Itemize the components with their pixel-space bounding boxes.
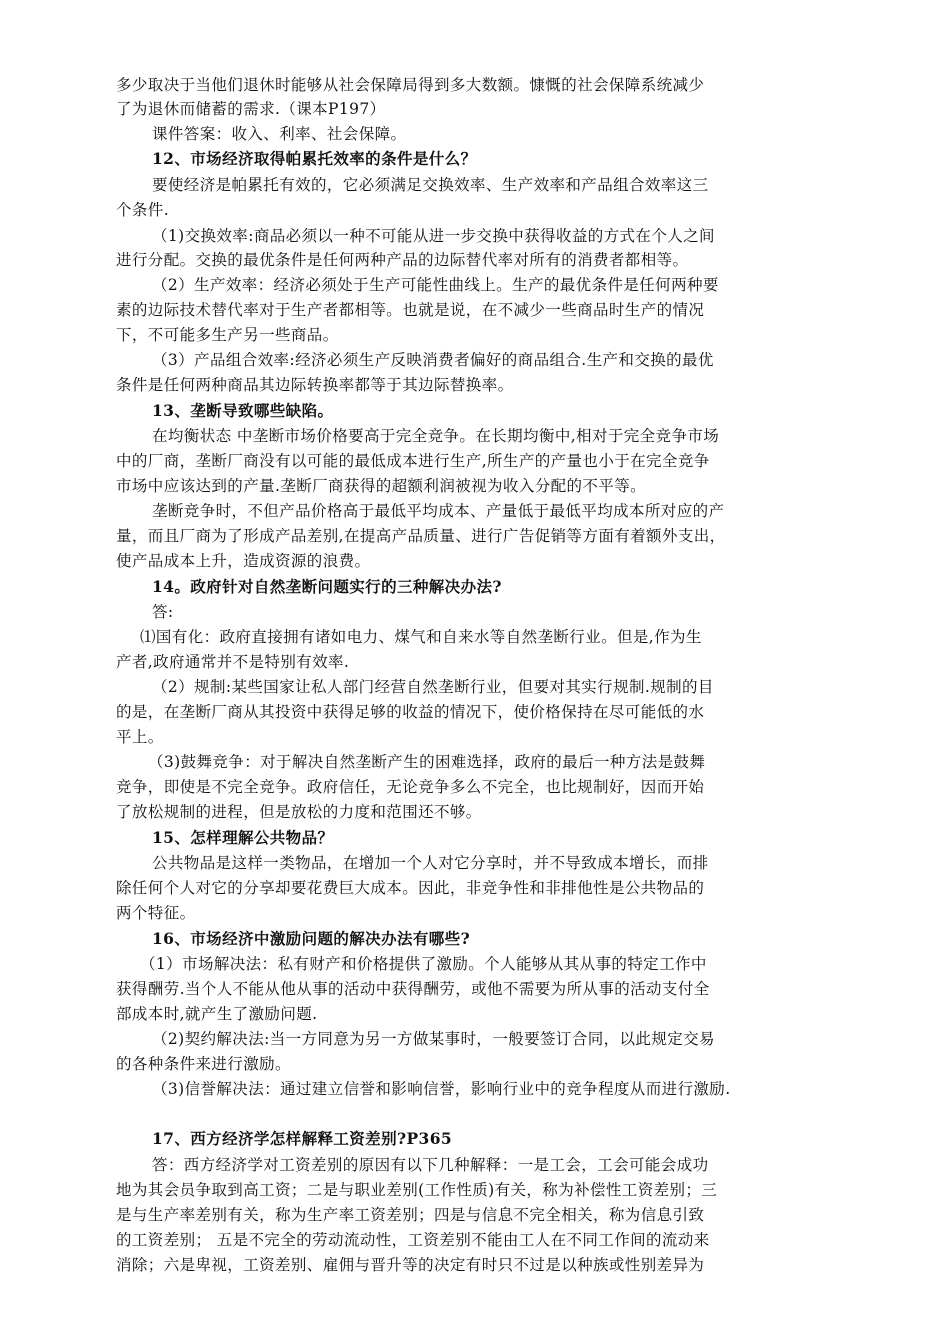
question-heading: 15、怎样理解公共物品？: [152, 828, 334, 847]
text-line: 平上。: [116, 728, 164, 746]
text-line: 除任何个人对它的分享却要花费巨大成本。因此，非竞争性和非排他性是公共物品的: [116, 879, 705, 897]
text-line: 课件答案：收入、利率、社会保障。: [152, 125, 407, 143]
text-line: （2)契约解决法:当一方同意为另一方做某事时，一般要签订合同，以此规定交易: [152, 1030, 715, 1048]
text-line: 是与生产率差别有关，称为生产率工资差别；四是与信息不完全相关，称为信息引致: [116, 1206, 705, 1224]
text-line: （2）生产效率：经济必须处于生产可能性曲线上。生产的最优条件是任何两种要: [152, 276, 719, 294]
question-heading: 12、市场经济取得帕累托效率的条件是什么？: [152, 149, 477, 168]
text-line: 的是，在垄断厂商从其投资中获得足够的收益的情况下，使价格保持在尽可能低的水: [116, 703, 705, 721]
text-line: 量，而且厂商为了形成产品差别,在提高产品质量、进行广告促销等方面有着额外支出，: [116, 527, 726, 545]
text-line: 产者,政府通常并不是特别有效率.: [116, 653, 350, 671]
text-line: 地为其会员争取到高工资；二是与职业差别(工作性质)有关，称为补偿性工资差别；三: [116, 1181, 718, 1199]
text-line: （3)信誉解决法：通过建立信誉和影响信誉，影响行业中的竞争程度从而进行激励.: [152, 1080, 731, 1098]
question-heading: 16、市场经济中激励问题的解决办法有哪些?: [152, 929, 471, 948]
text-line: 的工资差别； 五是不完全的劳动流动性，工资差别不能由工人在不同工作间的流动来: [116, 1231, 710, 1249]
text-line: 了为退休而储蓄的需求.（课本P197）: [116, 100, 386, 118]
text-line: （3）产品组合效率:经济必须生产反映消费者偏好的商品组合.生产和交换的最优: [152, 351, 714, 369]
text-line: （1）市场解决法：私有财产和价格提供了激励。个人能够从其从事的特定工作中: [140, 955, 707, 973]
text-line: 多少取决于当他们退休时能够从社会保障局得到多大数额。慷慨的社会保障系统减少: [116, 76, 705, 94]
question-heading: 13、垄断导致哪些缺陷。: [152, 401, 334, 420]
text-line: （3)鼓舞竞争：对于解决自然垄断产生的困难选择，政府的最后一种方法是鼓舞: [148, 753, 706, 771]
text-line: 部成本时,就产生了激励问题.: [116, 1005, 318, 1023]
text-line: 答:: [152, 603, 174, 621]
text-line: 市场中应该达到的产量.垄断厂商获得的超额利润被视为收入分配的不平等。: [116, 477, 647, 495]
text-line: 要使经济是帕累托有效的，它必须满足交换效率、生产效率和产品组合效率这三: [152, 176, 709, 194]
text-line: 竞争，即使是不完全竞争。政府信任，无论竞争多么不完全，也比规制好，因而开始: [116, 778, 705, 796]
text-line: 垄断竞争时，不但产品价格高于最低平均成本、产量低于最低平均成本所对应的产: [152, 502, 725, 520]
text-line: 公共物品是这样一类物品，在增加一个人对它分享时，并不导致成本增长，而排: [152, 854, 709, 872]
text-line: 使产品成本上升，造成资源的浪费。: [116, 552, 371, 570]
text-line: 中的厂商，垄断厂商没有以可能的最低成本进行生产,所生产的产量也小于在完全竞争: [116, 452, 710, 470]
text-line: 条件是任何两种商品其边际转换率都等于其边际替换率。: [116, 376, 514, 394]
text-line: 下，不可能多生产另一些商品。: [116, 326, 339, 344]
text-line: 在均衡状态 中垄断市场价格要高于完全竞争。在长期均衡中,相对于完全竞争市场: [152, 427, 720, 445]
text-line: 进行分配。交换的最优条件是任何两种产品的边际替代率对所有的消费者都相等。: [116, 251, 689, 269]
text-line: 了放松规制的进程，但是放松的力度和范围还不够。: [116, 803, 482, 821]
question-heading: 17、西方经济学怎样解释工资差别?P365: [152, 1129, 453, 1148]
question-heading: 14。政府针对自然垄断问题实行的三种解决办法?: [152, 577, 502, 596]
text-line: 素的边际技术替代率对于生产者都相等。也就是说，在不减少一些商品时生产的情况: [116, 301, 705, 319]
text-line: ⑴国有化：政府直接拥有诸如电力、煤气和自来水等自然垄断行业。但是,作为生: [140, 628, 702, 646]
text-line: 获得酬劳.当个人不能从他从事的活动中获得酬劳，或他不需要为所从事的活动支付全: [116, 980, 710, 998]
text-line: 个条件.: [116, 201, 170, 219]
text-line: （2）规制:某些国家让私人部门经营自然垄断行业，但要对其实行规制.规制的目: [152, 678, 714, 696]
text-line: 消除；六是卑视，工资差别、雇佣与晋升等的决定有时只不过是以种族或性别差异为: [116, 1256, 705, 1274]
text-line: 两个特征。: [116, 904, 196, 922]
text-line: 答：西方经济学对工资差别的原因有以下几种解释：一是工会，工会可能会成功: [152, 1156, 709, 1174]
text-line: 的各种条件来进行激励。: [116, 1055, 291, 1073]
text-line: （1)交换效率:商品必须以一种不可能从进一步交换中获得收益的方式在个人之间: [152, 227, 715, 245]
